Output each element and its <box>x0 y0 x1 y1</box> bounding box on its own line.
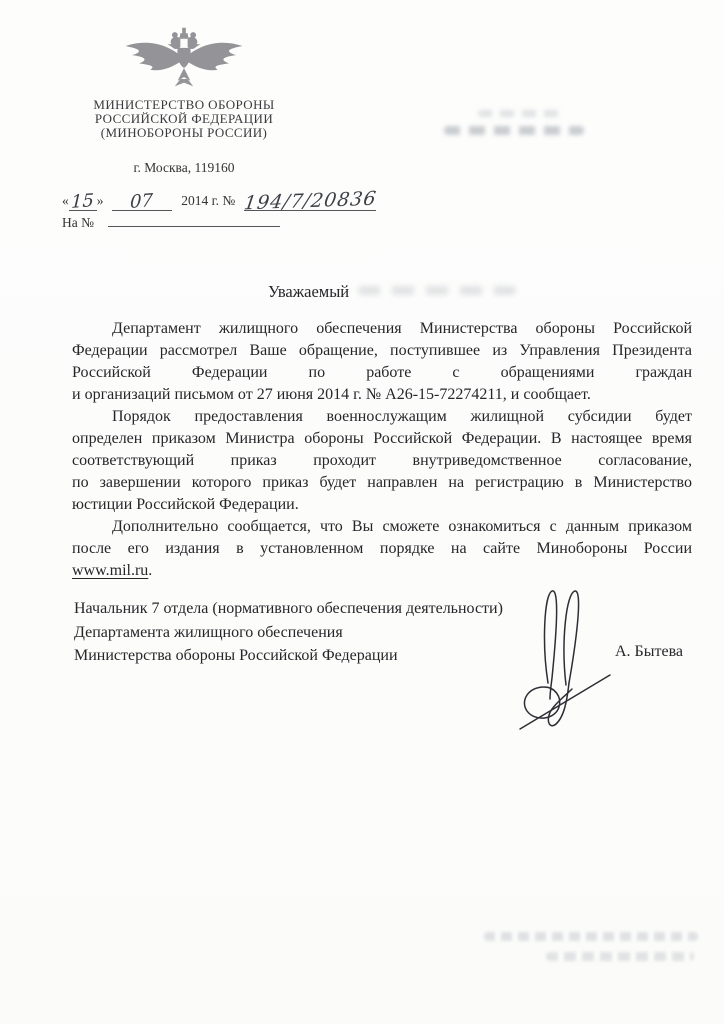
ref-blank-underline <box>108 214 280 227</box>
ref-label: На № <box>62 215 94 230</box>
city-postcode-line: г. Москва, 119160 <box>133 160 235 175</box>
body-line: после его издания в установленном порядке на сайте Минобороны России <box>72 540 692 557</box>
date-quote-close: » <box>96 193 104 208</box>
signer-position-line-2: Департамента жилищного обеспечения <box>74 623 343 641</box>
mod-eagle-emblem-icon <box>58 24 310 90</box>
body-line: Дополнительно сообщается, что Вы сможете ознакомиться с данным приказом <box>112 518 692 535</box>
org-name-line-2: РОССИЙСКОЙ ФЕДЕРАЦИИ <box>94 111 274 126</box>
body-line: Департамент жилищного обеспечения Министерства обороны Российской <box>112 320 692 337</box>
date-day-underline <box>69 189 97 211</box>
date-number-line <box>62 187 382 215</box>
org-name-line-3: (МИНОБОРОНЫ РОССИИ) <box>100 125 268 140</box>
executor-stamp-smudge-line-2 <box>546 952 694 961</box>
mil-ru-link-text: www.mil.ru <box>72 562 149 579</box>
letterhead <box>58 24 310 176</box>
body-line: определен приказом Министра обороны Российской Федерации. В настоящее время <box>72 430 692 447</box>
date-month-handwritten: 07 <box>130 190 154 213</box>
body-line: Российской Федерации по работе с обращениями граждан <box>72 364 692 381</box>
body-line: по завершении которого приказ будет направлен на регистрацию в Министерство <box>72 474 692 491</box>
signer-position-line-1: Начальник 7 отдела (нормативного обеспечения деятельности) <box>74 600 503 617</box>
faint-addressee-smudge-line-2 <box>444 126 584 135</box>
signature-scribble <box>514 583 624 733</box>
date-quote-open: « <box>62 193 69 208</box>
salutation-text: Уважаемый <box>268 282 350 301</box>
sentence-period: . <box>148 562 153 579</box>
date-day-handwritten: 15 <box>70 190 95 213</box>
org-name <box>58 98 310 140</box>
faint-addressee-smudge-line-1 <box>478 110 566 117</box>
signer-position-line-3: Министерства обороны Российской Федерации <box>74 647 398 664</box>
letter-body <box>72 318 692 582</box>
executor-stamp-smudge-line-1 <box>484 932 698 941</box>
signature-block <box>74 597 574 668</box>
org-name-line-1: МИНИСТЕРСТВО ОБОРОНЫ <box>93 97 275 112</box>
double-headed-eagle-icon <box>120 24 248 90</box>
body-line: юстиции Российской Федерации. <box>72 496 299 513</box>
body-line: Порядок предоставления военнослужащим жилищной субсидии будет <box>112 408 692 425</box>
doc-number-handwritten: 194/7/20836 <box>242 187 378 215</box>
date-month-underline <box>112 189 172 211</box>
redacted-name-smudge <box>358 286 516 295</box>
date-year-label: 2014 г. № <box>181 193 236 208</box>
salutation-line <box>268 282 349 302</box>
signer-name: А. Бытева <box>615 643 684 660</box>
ref-number-line <box>62 214 280 231</box>
doc-number-underline <box>242 187 378 215</box>
body-line: и организаций письмом от 27 июня 2014 г. № А26-15-72274211, и сообщает. <box>72 386 591 403</box>
body-line: Федерации рассмотрел Ваше обращение, поступившее из Управления Президента <box>72 342 692 359</box>
body-line <box>72 560 692 582</box>
body-line: соответствующий приказ проходит внутриведомственное согласование, <box>72 452 692 469</box>
